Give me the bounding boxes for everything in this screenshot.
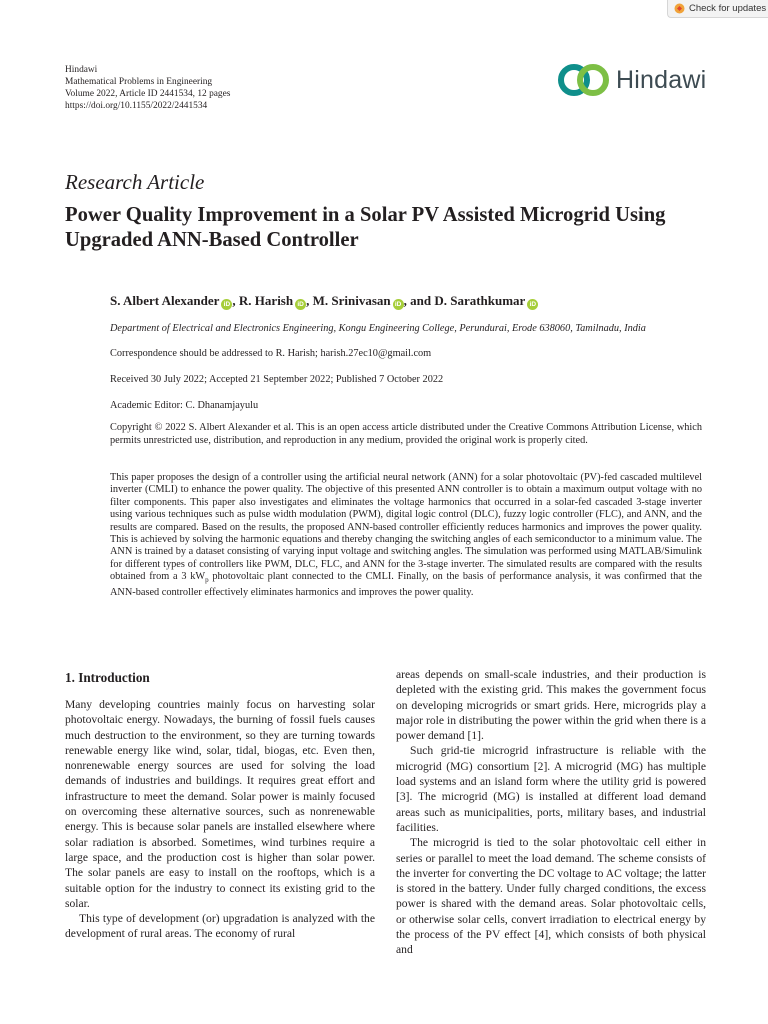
abstract-subscript: p bbox=[205, 576, 209, 585]
author-name: , and D. Sarathkumar bbox=[403, 293, 526, 308]
orcid-icon[interactable]: iD bbox=[221, 299, 232, 310]
volume-info: Volume 2022, Article ID 2441534, 12 pages bbox=[65, 89, 231, 99]
publication-dates: Received 30 July 2022; Accepted 21 September 2022; Published 7 October 2022 bbox=[110, 374, 444, 385]
abstract-text-end: photovoltaic plant connected to the CMLI. Finally, on the basis of performance analysis, it was confirmed that the ANN-based controller effectively eliminates harmonics and improves the power quality. bbox=[110, 571, 702, 598]
correspondence: Correspondence should be addressed to R. Harish; harish.27ec10@gmail.com bbox=[110, 348, 432, 359]
crossmark-icon bbox=[674, 3, 685, 14]
author-list bbox=[110, 293, 538, 310]
publisher-name: Hindawi bbox=[65, 65, 98, 75]
hindawi-logo bbox=[556, 62, 706, 98]
paragraph: This type of development (or) upgradation is analyzed with the development of rural areas. The economy of rural bbox=[65, 912, 375, 941]
check-for-updates-button[interactable] bbox=[667, 0, 768, 18]
journal-name: Mathematical Problems in Engineering bbox=[65, 77, 213, 87]
article-type: Research Article bbox=[65, 170, 205, 194]
paragraph: areas depends on small-scale industries, and their production is depleted with the existing grid. This makes the government focus on developing microgrids or smart grids. Here, microgrids play a major role in distributing the power within the grid when there is a power demand [1]. bbox=[396, 668, 706, 743]
paragraph: The microgrid is tied to the solar photovoltaic cell either in series or parallel to meet the load demand. The scheme consists of the inverter for converting the DC voltage to AC voltage; the latter is stored in the battery. Under fully charged conditions, the excess power is shared with the demand areas. Solar photovoltaic cells, or otherwise solar cells, convert irradiation to electrical energy by the process of the PV effect [4], which consists of both physical and bbox=[396, 836, 706, 957]
section-heading: 1. Introduction bbox=[65, 670, 150, 685]
author-name: S. Albert Alexander bbox=[110, 293, 220, 308]
orcid-icon[interactable]: iD bbox=[393, 299, 404, 310]
left-column bbox=[65, 697, 375, 942]
author-name: , R. Harish bbox=[232, 293, 294, 308]
doi-link[interactable]: https://doi.org/10.1155/2022/2441534 bbox=[65, 101, 208, 111]
orcid-icon[interactable]: iD bbox=[295, 299, 306, 310]
abstract-text: This paper proposes the design of a controller using the artificial neural network (ANN) for a solar photovoltaic (PV)-fed cascaded multilevel inverter (CMLI) to enhance the power quality. The objective of this presented ANN controller is to obtain a maximum output voltage with no filter components. This paper also investigates and eliminates the voltage harmonics that occurred in a solar-fed cascaded 3-stage inverter using various techniques such as pulse width modulation (PWM), digital logic control (DLC), fuzzy logic controller (FLC), and ANN, and the results are compared. Based on the results, the proposed ANN-based controller efficiently reduces harmonics and improves the power quality. This is achieved by solving the harmonic equations and thereby changing the switching angles of each semiconductor to a minimum value. The ANN is trained by a dataset consisting of varying input voltage and switching angles. The simulation was performed using MATLAB/Simulink for different types of controllers like PWM, DLC, FLC, and ANN for the 3-stage inverter. The simulated results are compared with the results obtained from a 3 kW bbox=[110, 472, 702, 583]
hindawi-logo-icon bbox=[556, 62, 612, 98]
orcid-icon[interactable]: iD bbox=[527, 299, 538, 310]
abstract bbox=[110, 472, 702, 599]
hindawi-logo-word: Hindawi bbox=[616, 65, 707, 94]
paragraph: Many developing countries mainly focus on harvesting solar photovoltaic energy. Nowadays, the burning of fossil fuels causes much destruction to the environment, so they are turning towards renewable energy like wind, solar, tidal, biogas, etc. Even then, nonrenewable energy sources are used for solving the load demands of industries and buildings. It requires great effort and infrastructure to meet the demand. Solar power is mainly focused on overcoming these alternative sources, such as nonrenewable energy. This is because solar panels are installed elsewhere where solar radiation is absorbed. Sometimes, wind turbines require a large space, and the production cost is higher than solar power. The solar panels are easy to install on the rooftops, which is a suitable option for the industry to connect its existing grid to the solar. bbox=[65, 698, 375, 910]
paper-title: Power Quality Improvement in a Solar PV Assisted Microgrid Using Upgraded ANN-Based Controller bbox=[65, 204, 666, 251]
check-for-updates-label: Check for updates bbox=[689, 3, 767, 14]
affiliation: Department of Electrical and Electronics Engineering, Kongu Engineering College, Perundurai, Erode 638060, Tamilnadu, India bbox=[110, 323, 646, 334]
academic-editor: Academic Editor: C. Dhanamjayulu bbox=[110, 400, 259, 411]
copyright-notice: Copyright © 2022 S. Albert Alexander et al. This is an open access article distributed under the Creative Commons Attribution License, which permits unrestricted use, distribution, and reproduction in any medium, provided the original work is properly cited. bbox=[110, 422, 702, 447]
journal-info bbox=[65, 64, 230, 112]
paragraph: Such grid-tie microgrid infrastructure is reliable with the microgrid (MG) consortium [2]. A microgrid (MG) has multiple load systems and an island form where the utility grid is powered [3]. The microgrid (MG) is installed at different load demand areas such as municipalities, ports, military bases, and industrial facilities. bbox=[396, 744, 706, 834]
author-name: , M. Srinivasan bbox=[306, 293, 391, 308]
right-column bbox=[396, 667, 706, 958]
